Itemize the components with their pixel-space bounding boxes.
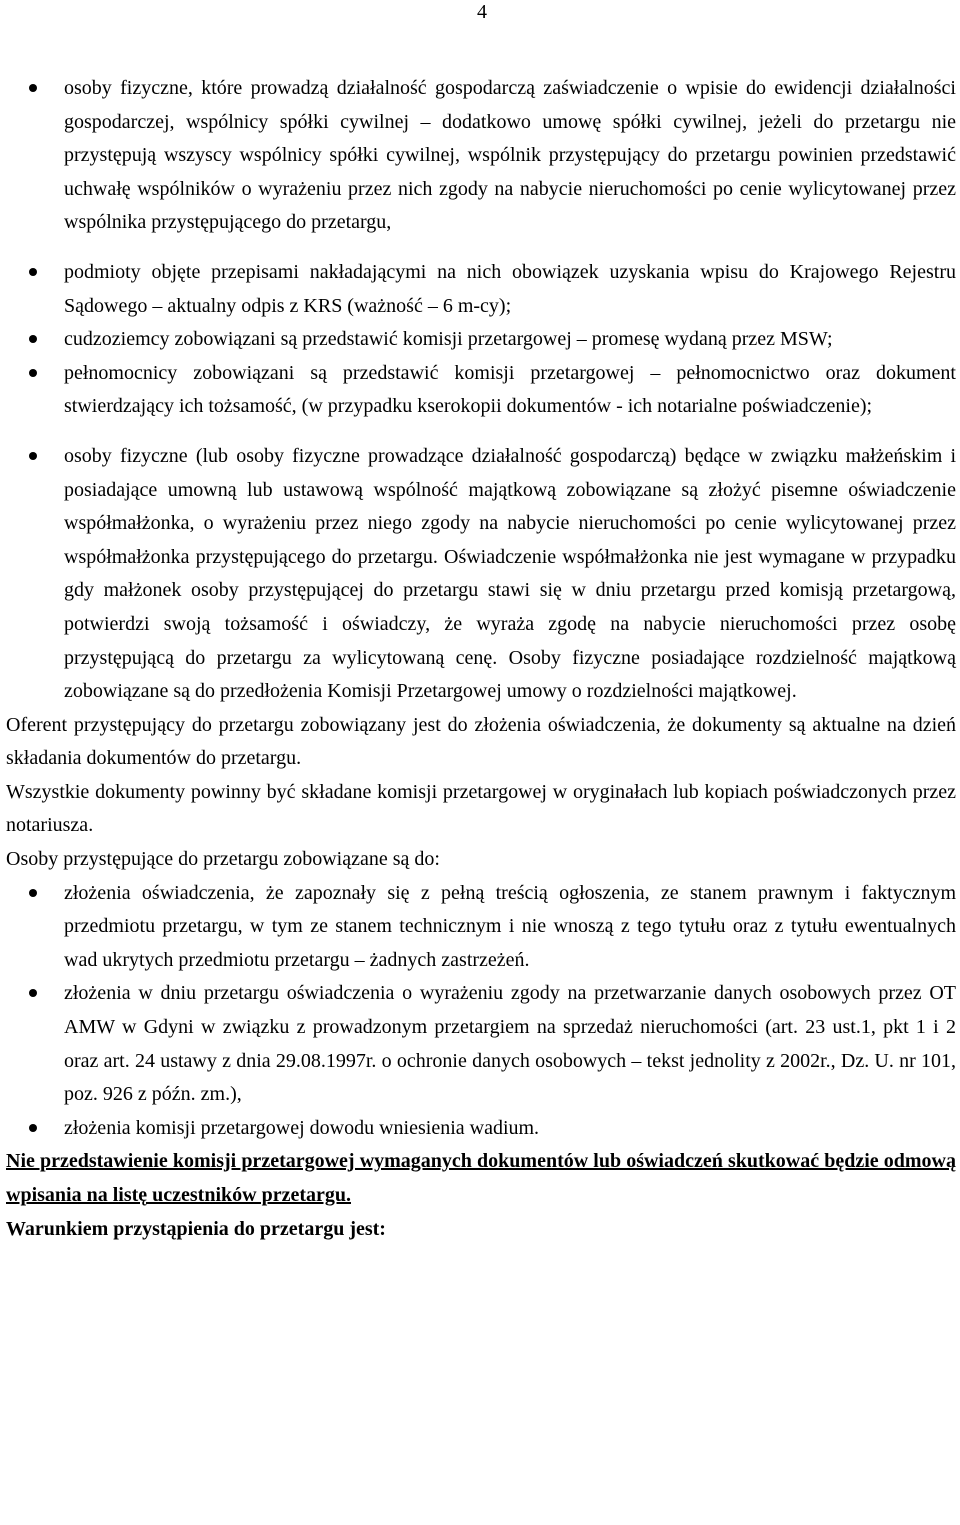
- list-item: złożenia w dniu przetargu oświadczenia o wyrażeniu zgody na przetwarzanie danych osobowych przez OT AMW w Gdyni w związku z prowadzonym przetargiem na sprzedaż nieruchomości (art. 23 ust.1, pkt 1 i 2 oraz art. 24 ustawy z dnia 29.08.1997r. o ochronie danych osobowych – tekst jednolity z 2002r., Dz. U. nr 101, poz. 926 z późn. zm.),: [6, 977, 956, 1111]
- obligations-list: [6, 877, 956, 1146]
- final-heading: Warunkiem przystąpienia do przetargu jest:: [6, 1217, 386, 1240]
- paragraph-oferent: Oferent przystępujący do przetargu zobowiązany jest do złożenia oświadczenia, że dokumenty są aktualne na dzień składania dokumentów do przetargu.: [6, 713, 956, 770]
- list-item: złożenia oświadczenia, że zapoznały się z pełną treścią ogłoszenia, ze stanem prawnym i faktycznym przedmiotu przetargu, w tym ze stanem technicznym i nie wnoszą z tego tytułu oraz z tytułu ewentualnych wad ukrytych przedmiotu przetargu – żadnych zastrzeżeń.: [6, 877, 956, 978]
- list-item: osoby fizyczne, które prowadzą działalność gospodarczą zaświadczenie o wpisie do ewidencji działalności gospodarczej, wspólnicy spółki cywilnej – dodatkowo umowę spółki cywilnej, jeżeli do przetargu nie przystępują wszyscy wspólnicy spółki cywilnej, wspólnik przystępujący do przetargu powinien przedstawić uchwałę wspólników o wyrażeniu przez nich zgody na nabycie nieruchomości po cenie wylicytowanej przez wspólnika przystępującego do przetargu,: [6, 72, 956, 240]
- paragraph-documents: Wszystkie dokumenty powinny być składane komisji przetargowej w oryginałach lub kopiach poświadczonych przez notariusza.: [6, 780, 956, 837]
- list-item: podmioty objęte przepisami nakładającymi na nich obowiązek uzyskania wpisu do Krajowego Rejestru Sądowego – aktualny odpis z KRS (ważność – 6 m-cy);: [6, 256, 956, 323]
- list-item: złożenia komisji przetargowej dowodu wniesienia wadium.: [6, 1112, 956, 1146]
- paragraph-obligations-intro: Osoby przystępujące do przetargu zobowiązane są do:: [6, 848, 440, 871]
- document-body: [6, 72, 956, 1246]
- warning-text: Nie przedstawienie komisji przetargowej wymaganych dokumentów lub oświadczeń skutkować będzie odmową wpisania na listę uczestników przetargu.: [6, 1150, 956, 1206]
- page-number: 4: [477, 1, 487, 23]
- list-item: osoby fizyczne (lub osoby fizyczne prowadzące działalność gospodarczą) będące w związku małżeńskim i posiadające umowną lub ustawową wspólność majątkową zobowiązane są złożyć pisemne oświadczenie współmałżonka, o wyrażeniu przez niego zgody na nabycie nieruchomości po cenie wylicytowanej przez współmałżonka przystępującego do przetargu. Oświadczenie współmałżonka nie jest wymagane w przypadku gdy małżonek osoby przystępującej do przetargu stawi się w dniu przetargu przed komisją przetargową, potwierdzi swoją tożsamość i oświadczy, że wyraża zgodę na nabycie nieruchomości przez osobę przystępującą do przetargu za wylicytowaną cenę. Osoby fizyczne posiadające rozdzielność majątkową zobowiązane są do przedłożenia Komisji Przetargowej umowy o rozdzielności majątkowej.: [6, 440, 956, 709]
- list-item: cudzoziemcy zobowiązani są przedstawić komisji przetargowej – promesę wydaną przez MSW;: [6, 323, 956, 357]
- required-documents-list: [6, 72, 956, 709]
- list-item: pełnomocnicy zobowiązani są przedstawić komisji przetargowej – pełnomocnictwo oraz dokument stwierdzający ich tożsamość, (w przypadku kserokopii dokumentów - ich notarialne poświadczenie);: [6, 357, 956, 424]
